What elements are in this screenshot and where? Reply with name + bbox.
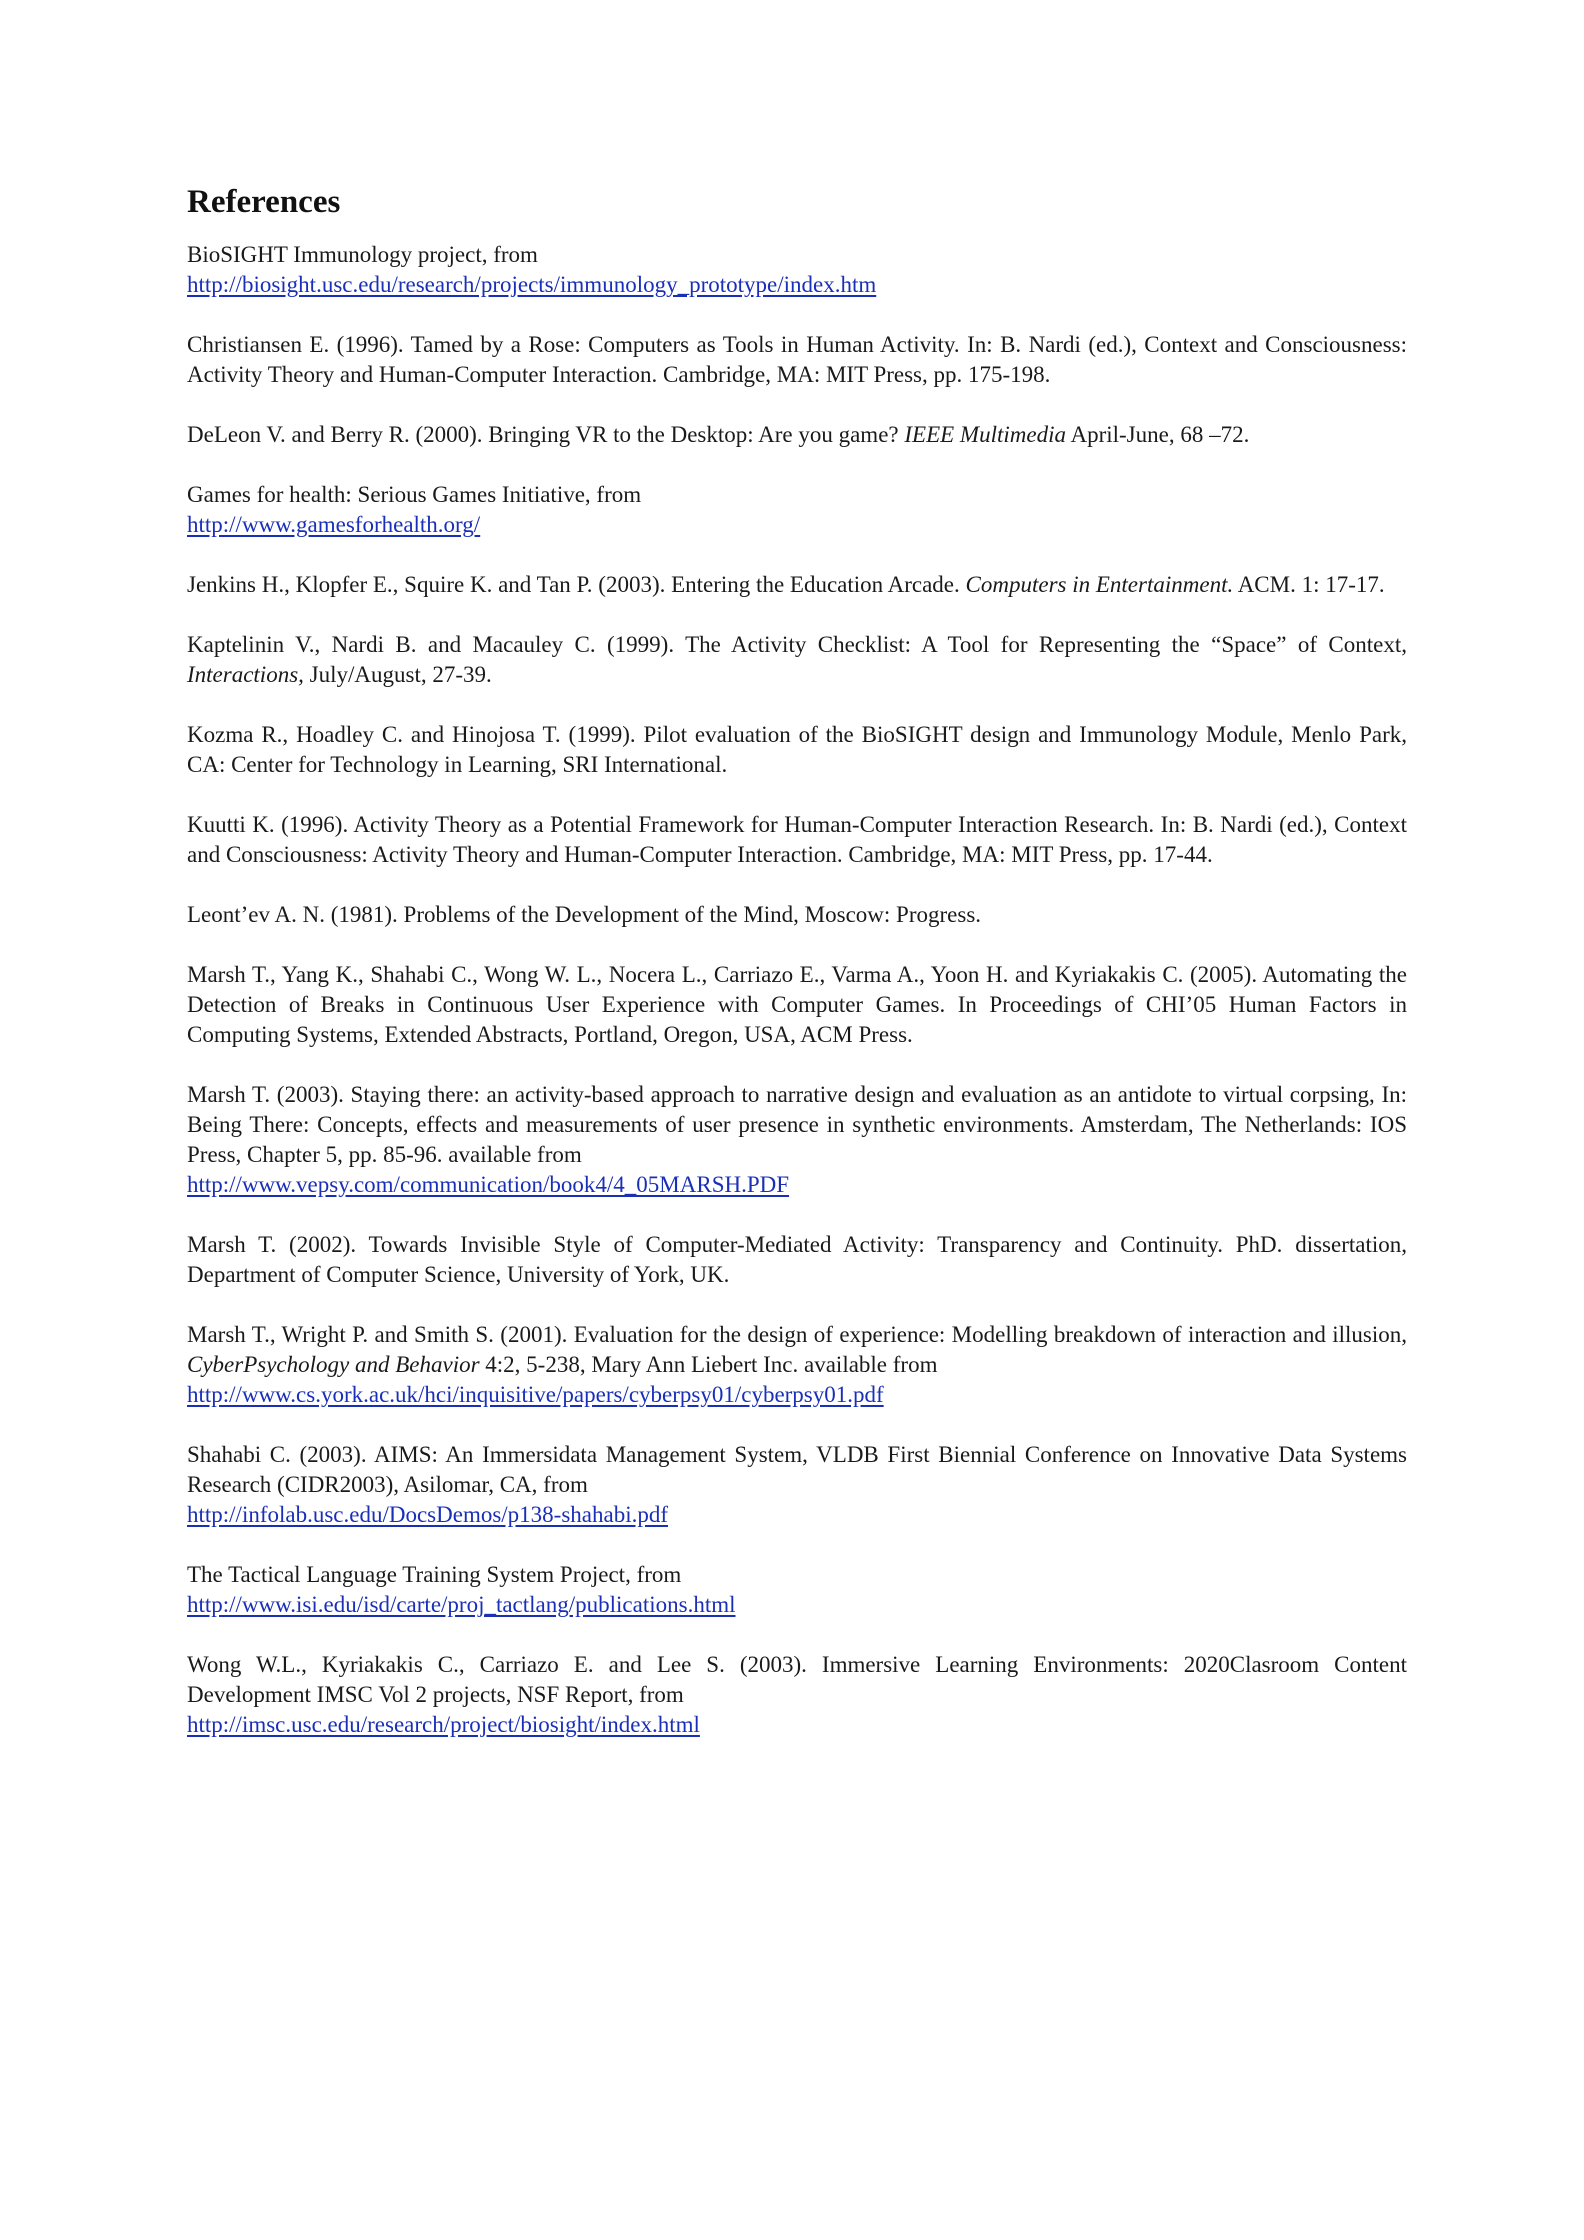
reference-link[interactable]: http://biosight.usc.edu/research/projects/immunology_prototype/index.htm (187, 272, 877, 297)
reference-text: Leont’ev A. N. (1981). Problems of the Development of the Mind, Moscow: Progress. (187, 902, 982, 927)
reference-text: Marsh T. (2003). Staying there: an activity-based approach to narrative design and evaluation as an antidote to virtual corpsing, In: Being There: Concepts, effects and measurements of user presence in synthetic environments. Amsterdam, The Netherlands: IOS Press, Chapter 5, pp. 85-96. available from (187, 1082, 1407, 1167)
reference-journal: IEEE Multimedia (904, 422, 1066, 447)
reference-text: DeLeon V. and Berry R. (2000). Bringing VR to the Desktop: Are you game? (187, 422, 905, 447)
reference-text: Marsh T., Yang K., Shahabi C., Wong W. L., Nocera L., Carriazo E., Varma A., Yoon H. and Kyriakakis C. (2005). Automating the Detection of Breaks in Continuous User Experience with Computer Games. In Proceedings of CHI’05 Human Factors in Computing Systems, Extended Abstracts, Portland, Oregon, USA, ACM Press. (187, 962, 1407, 1047)
reference-link[interactable]: http://www.isi.edu/isd/carte/proj_tactlang/publications.html (187, 1592, 736, 1617)
reference-text-end: 4:2, 5-238, Mary Ann Liebert Inc. available from (479, 1352, 938, 1377)
reference-text: Jenkins H., Klopfer E., Squire K. and Tan P. (2003). Entering the Education Arcade. (187, 572, 966, 597)
reference-entry (187, 1080, 1407, 1200)
reference-link[interactable]: http://www.vepsy.com/communication/book4/4_05MARSH.PDF (187, 1172, 790, 1197)
reference-text-end: April-June, 68 –72. (1065, 422, 1250, 447)
reference-entry (187, 480, 1407, 540)
reference-entry (187, 240, 1407, 300)
reference-text-end: ACM. 1: 17-17. (1233, 572, 1385, 597)
reference-text: BioSIGHT Immunology project, from (187, 242, 538, 267)
reference-text: Christiansen E. (1996). Tamed by a Rose: Computers as Tools in Human Activity. In: B. Nardi (ed.), Context and Consciousness: Activity Theory and Human-Computer Interaction. Cambridge, MA: MIT Press, pp. 175-198. (187, 332, 1407, 387)
reference-text: Wong W.L., Kyriakakis C., Carriazo E. and Lee S. (2003). Immersive Learning Environments: 2020Clasroom Content Development IMSC Vol 2 projects, NSF Report, from (187, 1652, 1407, 1707)
reference-link[interactable]: http://www.cs.york.ac.uk/hci/inquisitive/papers/cyberpsy01/cyberpsy01.pdf (187, 1382, 884, 1407)
reference-journal: Computers in Entertainment. (965, 572, 1234, 597)
reference-link[interactable]: http://infolab.usc.edu/DocsDemos/p138-shahabi.pdf (187, 1502, 669, 1527)
reference-entry (187, 960, 1407, 1050)
reference-entry (187, 810, 1407, 870)
reference-text: Kaptelinin V., Nardi B. and Macauley C. (1999). The Activity Checklist: A Tool for Representing the “Space” of Context, (187, 632, 1407, 657)
reference-text: Kozma R., Hoadley C. and Hinojosa T. (1999). Pilot evaluation of the BioSIGHT design and Immunology Module, Menlo Park, CA: Center for Technology in Learning, SRI International. (187, 722, 1407, 777)
reference-entry (187, 630, 1407, 690)
reference-text: Marsh T. (2002). Towards Invisible Style of Computer-Mediated Activity: Transparency and Continuity. PhD. dissertation, Department of Computer Science, University of York, UK. (187, 1232, 1407, 1287)
reference-entry (187, 330, 1407, 390)
reference-text: Shahabi C. (2003). AIMS: An Immersidata Management System, VLDB First Biennial Conference on Innovative Data Systems Research (CIDR2003), Asilomar, CA, from (187, 1442, 1407, 1497)
references-page (187, 182, 1407, 1770)
reference-entry (187, 420, 1407, 450)
reference-entry (187, 570, 1407, 600)
reference-entry (187, 900, 1407, 930)
reference-link[interactable]: http://imsc.usc.edu/research/project/biosight/index.html (187, 1712, 700, 1737)
reference-entry (187, 1320, 1407, 1410)
reference-text-end: July/August, 27-39. (303, 662, 492, 687)
reference-entry (187, 1230, 1407, 1290)
reference-entry (187, 1560, 1407, 1620)
reference-link[interactable]: http://www.gamesforhealth.org/ (187, 512, 481, 537)
reference-journal: Interactions, (187, 662, 304, 687)
reference-text: Games for health: Serious Games Initiative, from (187, 482, 642, 507)
references-heading: References (187, 184, 341, 220)
reference-entry (187, 1650, 1407, 1740)
reference-text: Kuutti K. (1996). Activity Theory as a Potential Framework for Human-Computer Interaction Research. In: B. Nardi (ed.), Context and Consciousness: Activity Theory and Human-Computer Interaction. Cambridge, MA: MIT Press, pp. 17-44. (187, 812, 1407, 867)
reference-text: Marsh T., Wright P. and Smith S. (2001). Evaluation for the design of experience: Modelling breakdown of interaction and illusion, (187, 1322, 1407, 1347)
reference-entry (187, 720, 1407, 780)
reference-text: The Tactical Language Training System Project, from (187, 1562, 682, 1587)
reference-journal: CyberPsychology and Behavior (187, 1352, 480, 1377)
reference-entry (187, 1440, 1407, 1530)
